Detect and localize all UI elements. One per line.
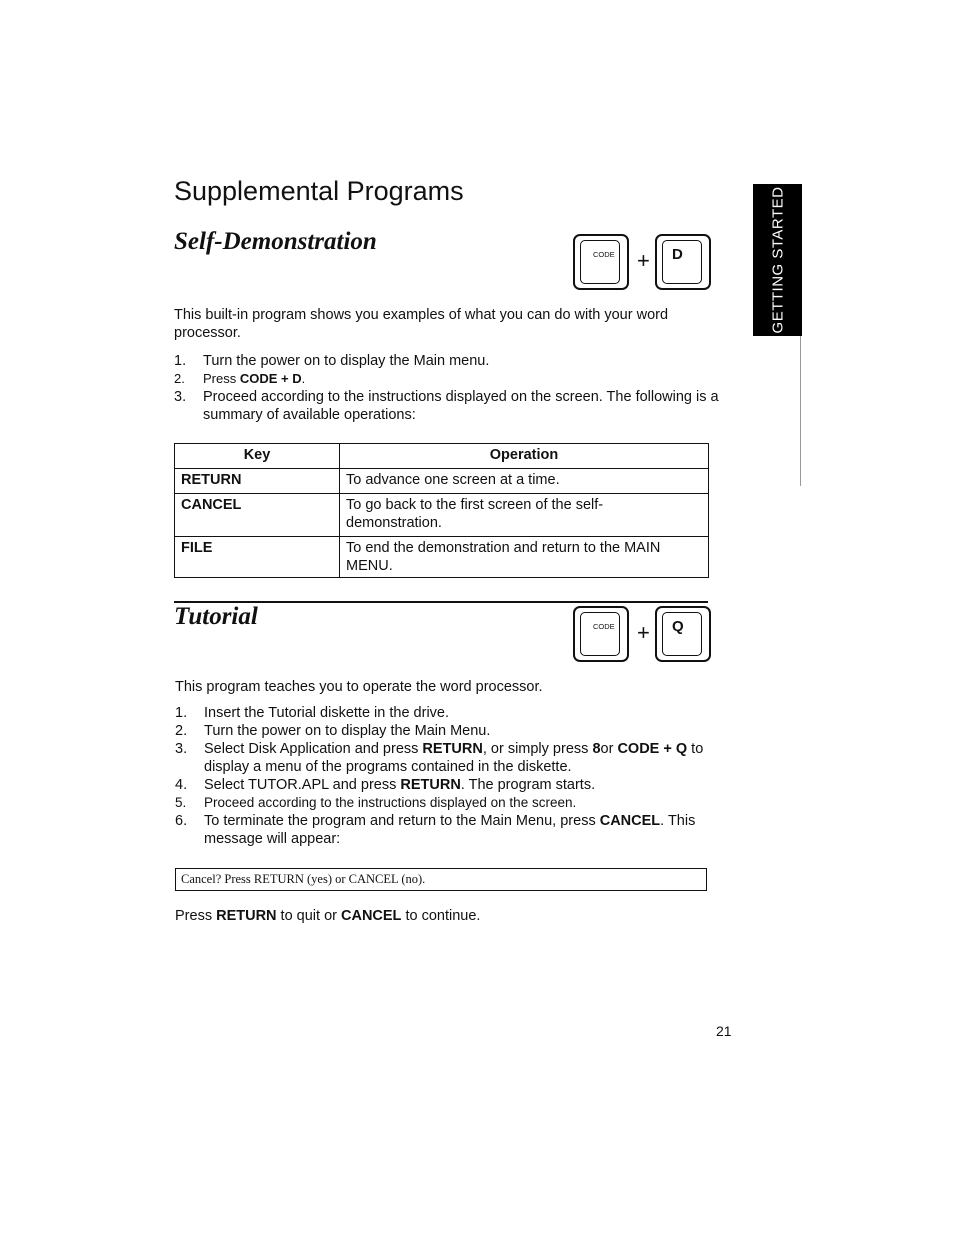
cancel-message-box: Cancel? Press RETURN (yes) or CANCEL (no). (175, 868, 707, 891)
list-item: 4. Select TUTOR.APL and press RETURN. The program starts. (175, 777, 596, 793)
tutorial-steps (175, 704, 735, 848)
list-item: 1. Insert the Tutorial diskette in the drive. (175, 705, 450, 721)
plus-sign: + (637, 248, 650, 273)
column-header-operation: Operation (340, 444, 709, 469)
table-row: FILE To end the demonstration and return to the MAIN MENU. (175, 537, 709, 578)
operations-table (174, 443, 709, 578)
q-key-label: Q (672, 618, 684, 635)
page-title: Supplemental Programs (174, 176, 464, 206)
list-item: 2. Turn the power on to display the Main Menu. (175, 723, 491, 739)
code-key-label: CODE (593, 622, 615, 631)
side-tab (753, 184, 802, 336)
list-item: 2. Press CODE + D. (174, 371, 306, 386)
tutorial-heading: Tutorial (174, 603, 258, 630)
margin-line (800, 336, 801, 486)
list-item: 1. Turn the power on to display the Main menu. (174, 353, 490, 369)
code-key-icon (573, 234, 629, 290)
list-item: 6. To terminate the program and return to the Main Menu, press CANCEL. This message will appear: (175, 813, 696, 847)
table-row: CANCEL To go back to the first screen of the self-demonstration. (175, 494, 709, 537)
list-item: 3. Proceed according to the instructions displayed on the screen. The following is a summary of available operations: (174, 389, 719, 423)
plus-sign: + (637, 620, 650, 645)
q-key-icon (655, 606, 711, 662)
table-header-row (175, 444, 709, 469)
column-header-key: Key (175, 444, 340, 469)
side-tab-label: GETTING STARTED (769, 186, 786, 334)
self-demo-steps (174, 352, 734, 424)
page-number: 21 (716, 1023, 732, 1039)
d-key-label: D (672, 246, 683, 263)
closing-text: Press RETURN to quit or CANCEL to continue. (175, 908, 481, 924)
list-item: 5. Proceed according to the instructions displayed on the screen. (175, 795, 577, 810)
tutorial-intro: This program teaches you to operate the word processor. (175, 679, 543, 695)
table-row: RETURN To advance one screen at a time. (175, 469, 709, 494)
code-key-icon (573, 606, 629, 662)
d-key-icon (655, 234, 711, 290)
self-demo-intro: This built-in program shows you examples of what you can do with your word processor. (174, 307, 669, 341)
self-demo-heading: Self-Demonstration (174, 228, 377, 255)
code-key-label: CODE (593, 250, 615, 259)
list-item: 3. Select Disk Application and press RETURN, or simply press 8or CODE + Q to display a menu of the programs contained in the diskette. (175, 741, 704, 775)
